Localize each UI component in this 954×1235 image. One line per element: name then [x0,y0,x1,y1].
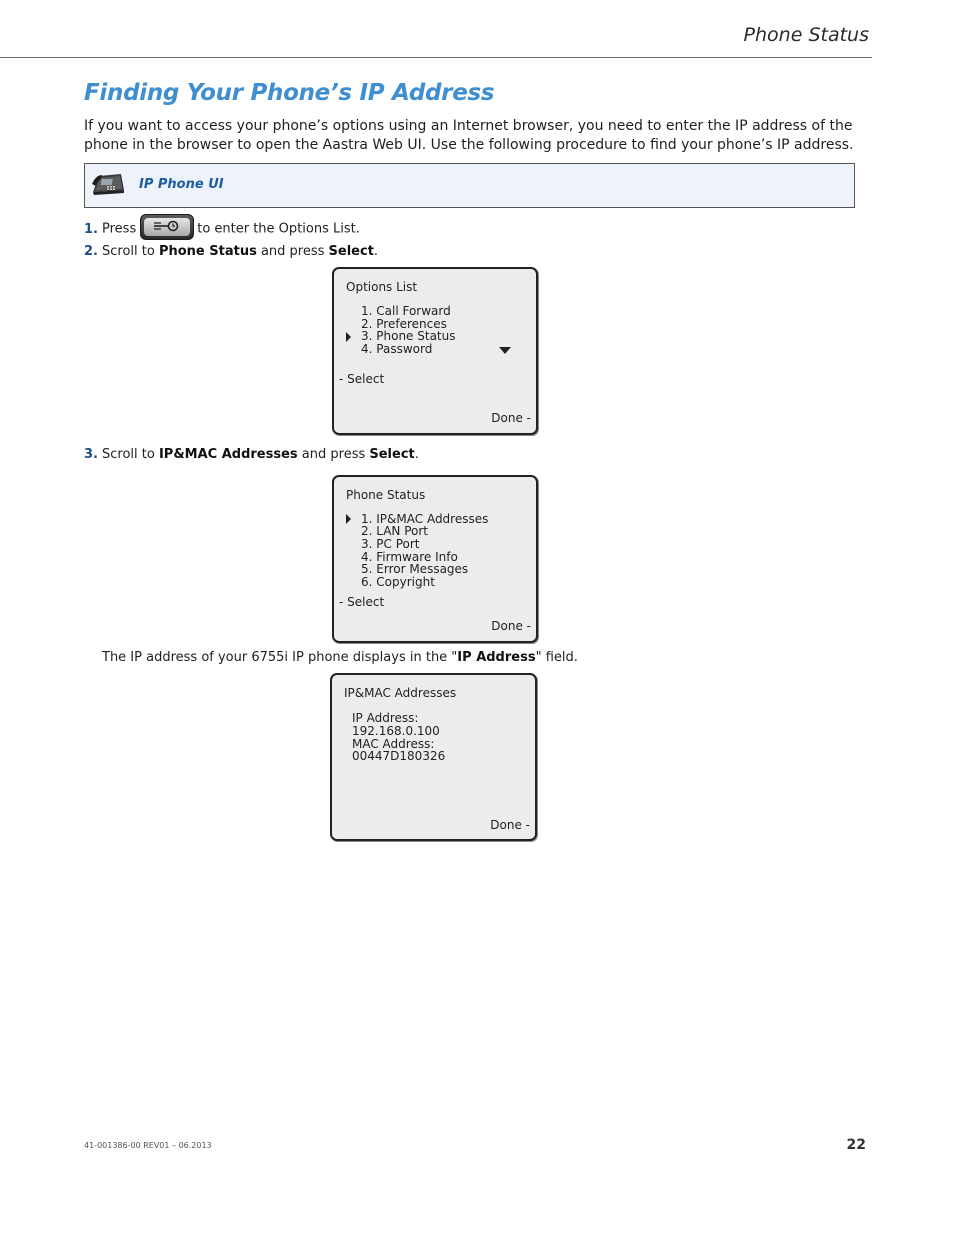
step-text-end: to enter the Options List. [197,221,360,237]
options-key-icon [140,214,194,240]
step-2 [84,243,378,261]
selection-arrow-icon [346,514,351,524]
softkey-done: Done - [490,818,530,832]
step-text: Press [102,221,137,237]
selection-arrow-icon [346,332,351,342]
step-number: 2. [84,244,98,259]
menu-item: 2. LAN Port [361,524,429,538]
menu-item-selected: 1. IP&MAC Addresses [361,512,489,526]
step-3 [84,446,419,464]
phone-screen-ip-mac [330,673,537,841]
note-bold-ip-address: IP Address [457,650,536,665]
page-title: Finding Your Phone’s IP Address [84,80,495,106]
note-text: " field. [535,650,578,665]
ip-address-label: IP Address: [352,711,419,725]
phone-screen-phone-status [332,475,538,643]
menu-item: 2. Preferences [361,317,447,331]
step-text: Scroll to [102,447,159,462]
step-bold-select: Select [369,447,415,462]
step-text: . [414,447,419,462]
document-code: 41-001386-00 REV01 – 06.2013 [84,1141,212,1150]
step-text: and press [256,244,329,259]
mac-address-label: MAC Address: [352,737,435,751]
step-number: 1. [84,221,98,237]
ui-section-label: IP Phone UI [139,177,224,192]
ip-phone-ui-banner [84,163,855,208]
note-text: The IP address of your 6755i IP phone displays in the " [102,650,458,665]
softkey-done: Done - [491,411,531,425]
intro-paragraph: If you want to access your phone’s options using an Internet browser, you need to enter the IP address of the phone in the browser to open the Aastra Web UI. Use the following procedure to find your phone’s IP address. [84,118,854,153]
result-note [102,650,578,665]
desk-phone-icon [90,172,126,198]
softkey-select: - Select [339,372,385,386]
softkey-done: Done - [491,619,531,633]
screen-title: IP&MAC Addresses [344,686,457,700]
menu-item: 5. Error Messages [361,562,469,576]
menu-item: 3. PC Port [361,537,420,551]
screen-title: Phone Status [346,488,426,502]
scroll-down-icon [499,347,511,354]
running-header: Phone Status [743,24,869,46]
step-bold-phone-status: Phone Status [158,244,257,259]
step-bold-ipmac: IP&MAC Addresses [158,447,298,462]
menu-item: 4. Firmware Info [361,550,458,564]
menu-item: 6. Copyright [361,575,435,589]
menu-item: 1. Call Forward [361,304,451,318]
menu-item-selected: 3. Phone Status [361,329,456,343]
screen-title: Options List [346,280,418,294]
header-rule [0,57,872,58]
step-1 [84,216,360,242]
step-text: and press [297,447,370,462]
softkey-select: - Select [339,595,385,609]
mac-address-value: 00447D180326 [352,749,446,763]
page-number: 22 [846,1137,866,1153]
menu-item: 4. Password [361,342,433,356]
step-number: 3. [84,447,98,462]
ip-address-value: 192.168.0.100 [352,724,440,738]
step-bold-select: Select [328,244,374,259]
step-text: . [373,244,379,259]
step-text: Scroll to [102,244,159,259]
phone-screen-options-list [332,267,538,435]
